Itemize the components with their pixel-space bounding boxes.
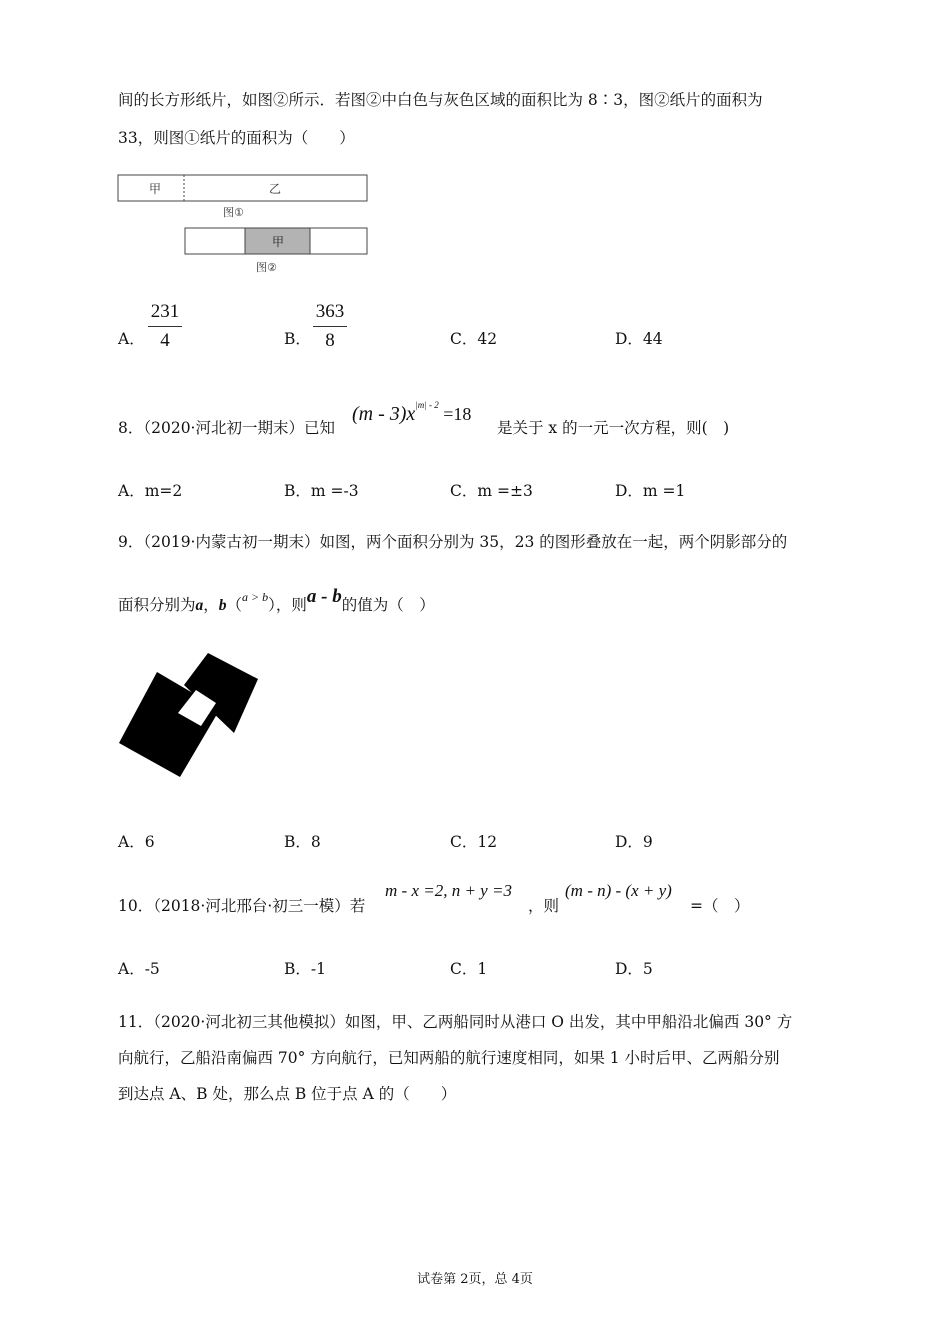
q9-paren-open: （ (226, 596, 243, 614)
q9-condition: a > b (242, 590, 269, 604)
q10-option-c: C．1 (450, 960, 488, 978)
q7-option-a-fraction (148, 301, 182, 352)
q8-option-a: A．m=2 (118, 482, 183, 500)
q11-text-line1: 11．（2020·河北初三其他模拟）如图，甲、乙两船同时从港口 O 出发，其中甲船沿北偏西 30° 方 (118, 1013, 793, 1031)
q9-expression: a - b (306, 586, 342, 607)
q7-option-a-label: A． (118, 330, 145, 348)
q7-fig1-caption: 图① (223, 206, 244, 219)
q9-var-a: a (195, 597, 204, 614)
q8-suffix: 是关于 x 的一元一次方程，则( ) (497, 419, 730, 437)
q8-option-d: D．m =1 (615, 482, 686, 500)
q7-option-b-numerator: 363 (315, 301, 345, 322)
q9-option-b: B．8 (284, 833, 321, 851)
q7-text-line1: 间的长方形纸片，如图②所示．若图②中白色与灰色区域的面积比为 8∶3，图②纸片的面积为 (118, 91, 763, 109)
q7-option-a-denominator: 4 (160, 330, 170, 351)
q7-option-b-label: B． (284, 330, 311, 348)
q10-option-a: A．-5 (118, 960, 160, 978)
q9-var-b: b (218, 597, 227, 614)
q8-equation-base: (m - 3)x (352, 403, 416, 425)
q7-option-b-denominator: 8 (325, 330, 335, 351)
q10-option-d: D．5 (615, 960, 653, 978)
q8-prefix: 8．（2020·河北初一期末）已知 (118, 419, 335, 437)
q9-text-line1: 9．（2019·内蒙古初一期末）如图，两个面积分别为 35，23 的图形叠放在一起，两个阴影部分的 (118, 533, 788, 551)
q7-fig1-label-left: 甲 (149, 182, 162, 196)
q7-text-line2: 33，则图①纸片的面积为（ ） (118, 129, 355, 147)
q9-line2-start: 面积分别为 (118, 596, 196, 614)
q10-mid: ，则 (528, 897, 560, 915)
q9-paren-close: ），则 (268, 596, 307, 614)
q7-option-a-numerator: 231 (150, 301, 180, 322)
q8-equation (352, 400, 472, 426)
q9-figure (116, 650, 261, 780)
q10-expression: (m - n) - (x + y) (565, 881, 672, 900)
q9-option-c: C．12 (450, 833, 498, 851)
q7-option-d: D．44 (615, 330, 663, 348)
q9-comma: ， (203, 596, 219, 614)
q10-condition: m - x =2, n + y =3 (385, 881, 512, 900)
q10-option-b: B．-1 (284, 960, 326, 978)
q7-fig2-label: 甲 (272, 235, 285, 249)
q9-line2-end: 的值为（ ） (341, 596, 435, 614)
q8-option-b: B．m =-3 (284, 482, 359, 500)
q11-text-line3: 到达点 A、B 处，那么点 B 位于点 A 的（ ） (118, 1085, 457, 1103)
q8-equation-exponent: |m| - 2 (415, 400, 439, 411)
q10-prefix: 10．（2018·河北邢台·初三一模）若 (118, 897, 366, 915)
q9-option-d: D．9 (615, 833, 653, 851)
page-footer: 试卷第 2页，总 4页 (417, 1272, 533, 1287)
q9-text-line2 (118, 586, 435, 616)
q9-option-a: A．6 (118, 833, 155, 851)
q7-option-b-fraction (313, 301, 347, 352)
q7-figure (117, 170, 371, 280)
q7-fig1-label-right: 乙 (269, 182, 282, 196)
q8-option-c: C．m =±3 (450, 482, 533, 500)
q7-option-c: C．42 (450, 330, 498, 348)
q11-text-line2: 向航行，乙船沿南偏西 70° 方向航行，已知两船的航行速度相同，如果 1 小时后甲、乙两船分别 (118, 1049, 780, 1067)
q8-equation-rhs: =18 (438, 404, 472, 424)
q7-fig2-caption: 图② (256, 261, 277, 274)
q10-suffix: =（ ） (690, 897, 750, 915)
